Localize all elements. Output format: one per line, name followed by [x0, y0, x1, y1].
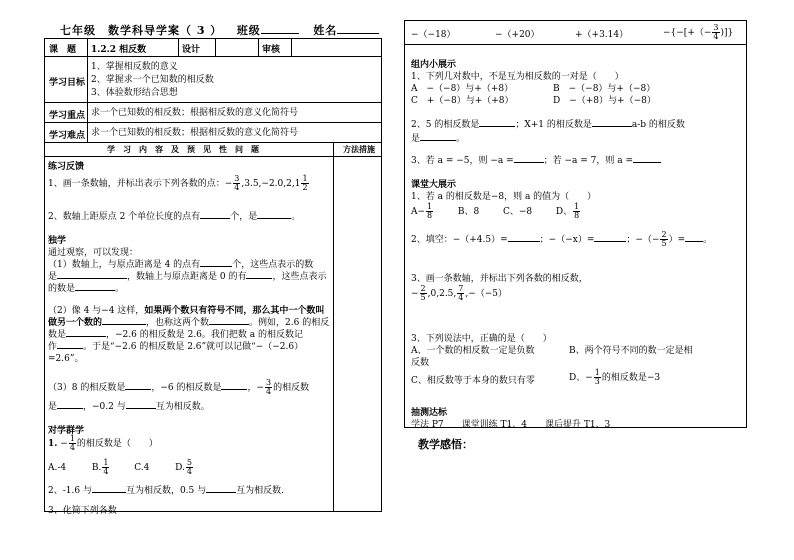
- topic-value: 1.2.2 相反数: [91, 45, 147, 55]
- self-study-s2-e: =2.6”。: [48, 354, 84, 364]
- self-study-title: 独学: [48, 236, 67, 246]
- option-b[interactable]: B. $\frac{1}{4}$: [91, 458, 109, 476]
- answer-blank[interactable]: [508, 232, 540, 242]
- answer-blank[interactable]: [206, 483, 236, 493]
- goal-label: 学习目标: [49, 78, 86, 88]
- group-q1-option-a[interactable]: A −（−8）与+（+8）: [411, 84, 514, 94]
- option-c[interactable]: C、−8: [502, 207, 533, 217]
- option-c[interactable]: C.4: [134, 463, 150, 473]
- self-study-s1-end: 的数是 。: [48, 281, 124, 294]
- key-value: 求一个已知数的相反数；根据相反数的意义化简符号: [91, 108, 299, 118]
- self-study-s2: （2）像 4 与−4 这样，如果两个数只有符号不同，那么其中一个数叫: [48, 306, 325, 316]
- name-label: 姓名: [313, 24, 338, 37]
- self-study-intro: 通过观察，可以发现：: [48, 248, 139, 258]
- class-show-title: 课堂大展示: [411, 180, 457, 190]
- answer-blank[interactable]: [594, 232, 626, 242]
- simplify-item: −（+20）: [495, 30, 540, 40]
- answer-blank[interactable]: [57, 269, 127, 279]
- self-study-s2-d: 作 。于是“−2.6 的相反数是 2.6”就可以记做“−（−2.6）: [48, 339, 303, 352]
- self-study-s2-b: 做另一个数的 ，也称这两个数 。例如，2.6 的相反: [48, 315, 329, 328]
- practice-q2: 2、数轴上距原点 2 个单位长度的点有 个，是 。: [48, 209, 300, 222]
- class-label: 班级: [236, 24, 261, 37]
- practice-q1: 1、画一条数轴，并标出表示下列各数的点：− $\frac{3}{4}$ ,3.5,−2.0,2,1 $\frac{1}{2}$: [48, 174, 308, 192]
- answer-blank[interactable]: [209, 315, 249, 325]
- goal-item: 2、掌握求一个已知数的相反数: [91, 75, 214, 85]
- group-q1-option-d[interactable]: D −（+8）与+（−8）: [553, 96, 656, 106]
- pair-q1: 1. − $\frac{1}{4}$ 的相反数是（ ）: [48, 434, 158, 452]
- fraction: $\frac{3}{4}$: [234, 174, 240, 192]
- goal-row: [45, 57, 381, 103]
- class-q4-option-d[interactable]: D、− $\frac{1}{3}$ 的相反数是−3: [569, 368, 661, 386]
- answer-blank[interactable]: [633, 153, 661, 163]
- simplify-row: [405, 21, 746, 45]
- class-blank[interactable]: [261, 23, 299, 34]
- difficult-row: [45, 123, 381, 143]
- goal-item: 3、体验数形结合思想: [91, 88, 178, 98]
- answer-blank[interactable]: [420, 131, 456, 141]
- option-a[interactable]: A− $\frac{1}{8}$: [411, 202, 433, 220]
- practice-title: 练习反馈: [48, 162, 85, 172]
- answer-blank[interactable]: [592, 117, 632, 127]
- answer-blank[interactable]: [479, 117, 515, 127]
- answer-blank[interactable]: [125, 380, 151, 390]
- class-q4-option-a[interactable]: A、一个数的相反数一定是负数: [411, 346, 535, 356]
- class-q4: 3、下列说法中，正确的是（ ）: [411, 334, 552, 344]
- topic-row: [45, 39, 381, 57]
- option-d[interactable]: D、 $\frac{1}{8}$: [555, 202, 580, 220]
- topic-label: 课 题: [49, 45, 77, 55]
- answer-blank[interactable]: [257, 209, 291, 219]
- group-q2-b: 是 。: [411, 131, 465, 144]
- pair-study-title: 对学群学: [48, 426, 85, 436]
- method-header: 方法措施: [343, 144, 375, 154]
- page-header: [60, 22, 360, 36]
- fraction: $\frac{1}{2}$: [302, 174, 308, 192]
- class-q3-numbers: − $\frac{2}{5}$ ,0,2.5, $\frac{7}{4}$ ,−（−5）: [411, 284, 508, 302]
- group-q1-option-b[interactable]: B −（−8）与+（−8）: [553, 84, 656, 94]
- group-q3: 3、若 a = −5，则 −a = ；若 −a = 7，则 a =: [411, 153, 661, 166]
- right-table: [404, 20, 747, 428]
- fraction: $\frac{3}{4}$: [266, 378, 272, 396]
- answer-blank[interactable]: [246, 269, 272, 279]
- process-header-row: [45, 143, 381, 157]
- review-label: 审核: [262, 45, 281, 55]
- answer-blank[interactable]: [102, 315, 146, 325]
- answer-blank[interactable]: [685, 232, 703, 242]
- key-label: 学习重点: [49, 111, 86, 121]
- goal-item: 1、掌握相反数的意义: [91, 62, 178, 72]
- answer-blank[interactable]: [200, 209, 230, 219]
- difficult-label: 学习难点: [49, 131, 86, 141]
- teaching-reflection: 教学感悟：: [418, 438, 473, 451]
- answer-blank[interactable]: [75, 281, 115, 291]
- key-row: [45, 103, 381, 123]
- answer-blank[interactable]: [200, 257, 232, 267]
- self-study-s2-c: 数是 ，−2.6 的相反数是 2.6。我们把数 a 的相反数记: [48, 327, 303, 340]
- option-a[interactable]: A.-4: [48, 463, 67, 473]
- process-header: 学 习 内 容 及 预 见 性 问 题: [107, 144, 259, 154]
- option-b[interactable]: B、8: [457, 207, 480, 217]
- class-q1: 1、若 a 的相反数是−8，则 a 的值为（ ）: [411, 192, 597, 202]
- design-label: 设计: [182, 45, 201, 55]
- answer-blank[interactable]: [92, 483, 126, 493]
- group-title: 组内小展示: [411, 60, 457, 70]
- class-q3: 3、画一条数轴，并标出下列各数的相反数，: [411, 274, 588, 284]
- self-study-s1: （1）数轴上，与原点距离是 4 的点有 个，这些点表示的数: [48, 257, 313, 270]
- fraction: $\frac{1}{4}$: [69, 434, 75, 452]
- answer-blank[interactable]: [126, 399, 156, 409]
- simplify-item: +（+3.14）: [575, 30, 629, 40]
- class-q4-option-c[interactable]: C、相反数等于本身的数只有零: [411, 376, 535, 386]
- answer-blank[interactable]: [66, 327, 106, 337]
- left-table: [44, 38, 382, 516]
- simplify-item: −{−[+（− $\frac{3}{4}$ )]}: [663, 23, 734, 41]
- pair-q2: 2、-1.6 与 互为相反数，0.5 与 互为相反数.: [48, 483, 284, 496]
- grade-title: 七年级 数学科导学案（ 3 ）: [60, 24, 223, 37]
- option-d[interactable]: D. $\frac{5}{4}$: [175, 458, 192, 476]
- class-q2: 2、填空：−（+4.5）= ；−（−x）= ；−（− $\frac{2}{5}$ ）= 。: [411, 230, 713, 248]
- class-q4-option-b-cont: 反数: [411, 358, 430, 368]
- self-study-s3: （3）8 的相反数是 ，−6 的相反数是 ，− $\frac{3}{4}$ 的相反数: [48, 378, 310, 396]
- pair-q1-options: [48, 459, 194, 476]
- group-q1: 1、下列几对数中，不是互为相反数的一对是（ ）: [411, 72, 624, 82]
- answer-blank[interactable]: [57, 339, 83, 349]
- test-title: 抽测达标: [411, 408, 448, 418]
- answer-blank[interactable]: [57, 399, 83, 409]
- simplify-item: −（−18）: [411, 30, 456, 40]
- group-q1-option-c[interactable]: C +（−8）与+（+8）: [411, 96, 514, 106]
- class-q1-options: [411, 203, 581, 220]
- name-blank[interactable]: [337, 23, 379, 34]
- class-q4-option-b[interactable]: B、两个符号不同的数一定是相: [569, 346, 693, 356]
- group-q2: 2、5 的相反数是 ；X+1 的相反数是 a-b 的相反数: [411, 117, 685, 130]
- test-line: 学法 P7 课堂训练 T1、4 课后提升 T1、3: [411, 420, 611, 430]
- difficult-value: 求一个已知数的相反数；根据相反数的意义化简符号: [91, 128, 299, 138]
- self-study-s1-cont: 是 ，数轴上与原点距离是 0 的有 ，这些点表示: [48, 269, 326, 282]
- self-study-s3-b: 是 ，−0.2 与 互为相反数。: [48, 399, 210, 412]
- answer-blank[interactable]: [221, 380, 247, 390]
- answer-blank[interactable]: [514, 153, 544, 163]
- pair-q3: 3、化简下列各数: [48, 506, 117, 516]
